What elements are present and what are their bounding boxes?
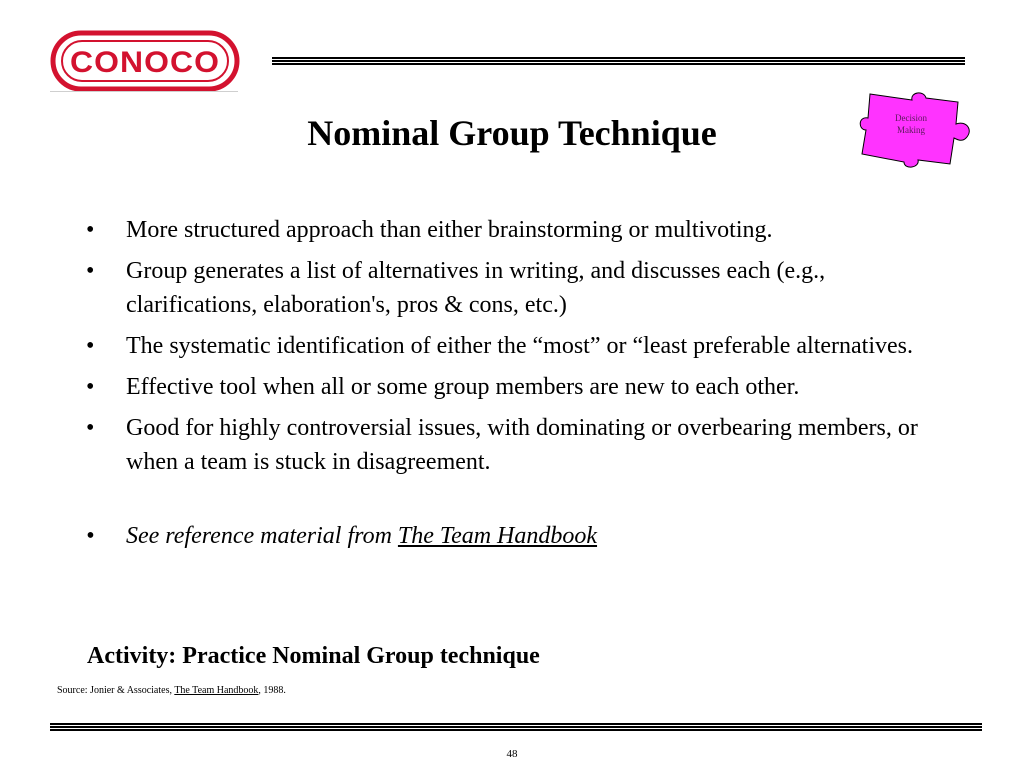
badge-line-1: Decision — [895, 113, 927, 123]
reference-bullet — [86, 519, 956, 553]
bullet-item — [86, 411, 956, 479]
page-number: 48 — [506, 748, 518, 760]
bullet-marker: • — [86, 333, 95, 359]
bullet-item — [86, 329, 956, 363]
slide-title: Nominal Group Technique — [307, 113, 717, 153]
bullet-text: More structured approach than either brainstorming or multivoting. — [126, 217, 773, 243]
logo-underline — [50, 91, 238, 92]
bullet-marker: • — [86, 523, 95, 549]
bullet-item — [86, 213, 956, 247]
reference-prefix: See reference material from — [126, 523, 398, 549]
bullet-marker: • — [86, 415, 95, 441]
bullet-text: Group generates a list of alternatives in writing, and discusses each (e.g., clarifications, elaboration's, pros & cons, etc.) — [126, 258, 826, 318]
logo-text: CONOCO — [70, 46, 220, 79]
bullet-text: Good for highly controversial issues, with dominating or overbearing members, or when a team is stuck in disagreement. — [126, 415, 918, 475]
bullet-item — [86, 370, 956, 404]
bullet-item — [86, 254, 956, 322]
bullet-marker: • — [86, 217, 95, 243]
conoco-logo — [50, 30, 240, 92]
source-book-title: The Team Handbook — [174, 685, 259, 696]
bullet-marker: • — [86, 374, 95, 400]
badge-line-2: Making — [897, 125, 925, 135]
team-handbook-link[interactable]: The Team Handbook — [397, 523, 598, 549]
footer-rule — [50, 723, 982, 731]
bullet-marker: • — [86, 258, 95, 284]
source-prefix: Source: Jonier & Associates, — [57, 685, 175, 696]
bullet-text: Effective tool when all or some group members are new to each other. — [126, 374, 800, 400]
activity-heading: Activity: Practice Nominal Group technique — [87, 643, 540, 669]
source-citation — [57, 685, 286, 696]
bullet-text: The systematic identification of either the “most” or “least preferable alternatives. — [126, 333, 913, 359]
header-rule — [272, 57, 965, 65]
source-suffix: , 1988. — [258, 685, 286, 696]
bullet-list — [86, 213, 956, 560]
